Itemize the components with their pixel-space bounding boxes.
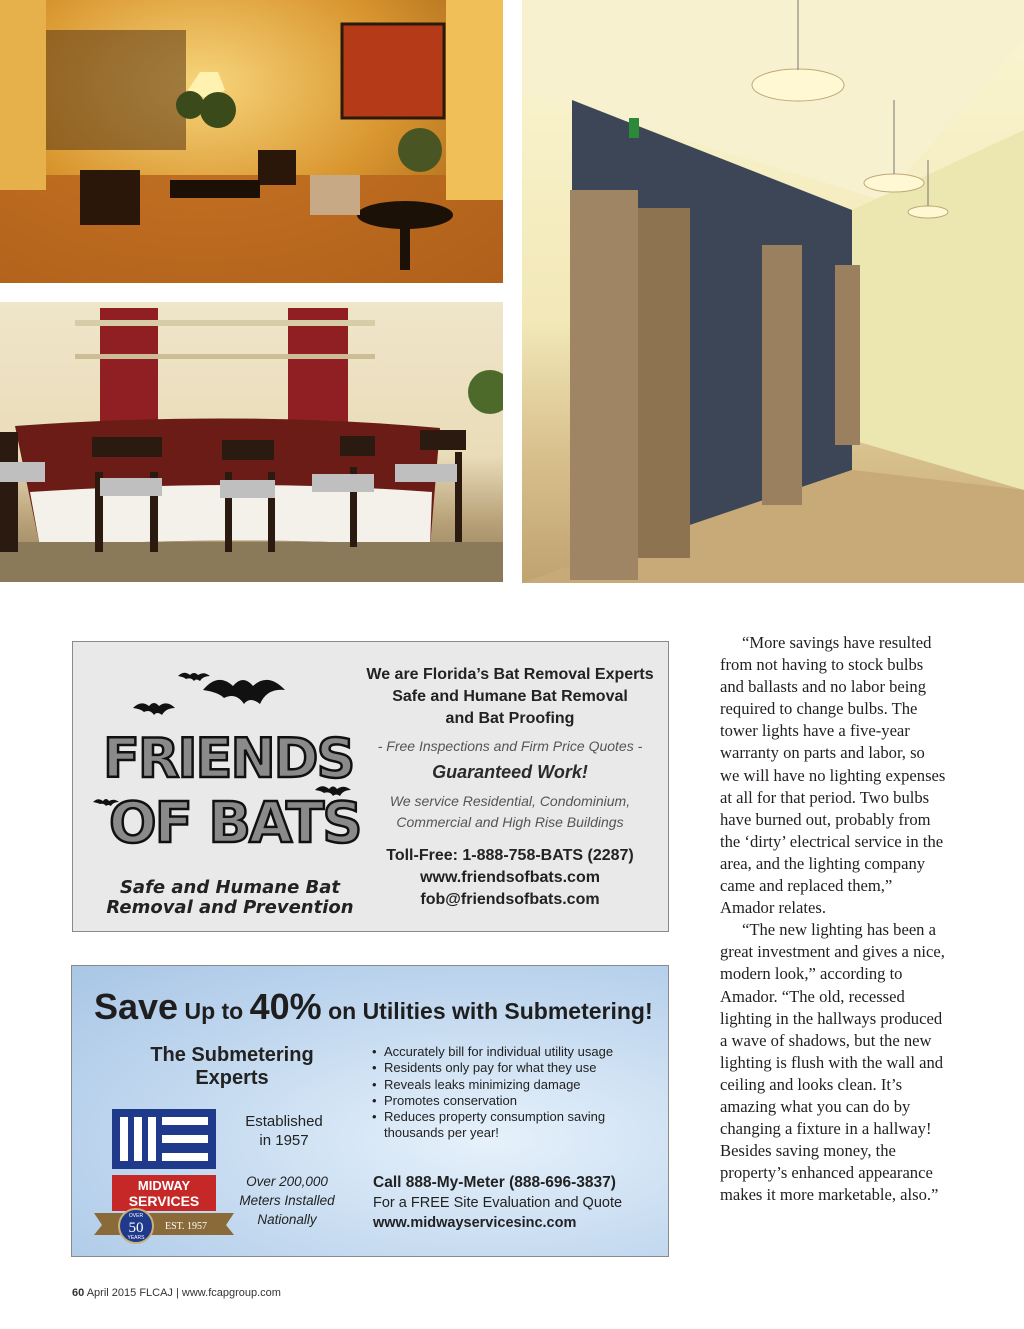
bats-headline-2: Safe and Humane Bat Removal <box>392 688 628 705</box>
logo-text-of-bats: OF BATS <box>109 791 361 852</box>
article-paragraph-2: “The new lighting has been a great investment and gives a nice, modern look,” according to Amador. “The old, recessed lighting in the hallways produced a wave of shadows, but the new lighting is flush with the wall and ceiling and looks clean. It’s amazing what you can do by changing a fixture in a hallway! Besides saving money, the property’s enhanced appearance makes it more marketable, also.” <box>720 920 945 1205</box>
bats-website-link[interactable]: www.friendsofbats.com <box>420 869 600 886</box>
friends-of-bats-logo <box>93 672 363 852</box>
midway-website-link[interactable]: www.midwayservicesinc.com <box>373 1215 577 1231</box>
logo-text-friends: FRIENDS <box>103 727 354 790</box>
midway-headline <box>94 986 653 1028</box>
article-paragraph-1: “More savings have resulted from not having to stock bulbs and ballasts and no labor being required to change bulbs. The tower lights have a five-year warranty on parts and labor, so we will have no lighting expenses at all for that period. Two bulbs have burned out, probably from the ‘dirty’ electrical service in the area, and the lighting company came and replaced them,” Amador relates. <box>720 633 946 918</box>
midway-established <box>234 1112 334 1150</box>
footer-separator: | <box>176 1287 179 1299</box>
midway-meters-installed <box>227 1172 347 1229</box>
bat-icon <box>203 680 285 704</box>
over-line-2: Meters Installed <box>239 1193 335 1208</box>
over-line-3: Nationally <box>257 1212 317 1227</box>
established-line-1: Established <box>245 1113 323 1130</box>
bats-phone[interactable]: Toll-Free: 1-888-758-BATS (2287) <box>386 847 634 864</box>
footer-magazine: FLCAJ <box>139 1287 173 1299</box>
badge-50: 50 <box>128 1220 144 1236</box>
benefit-item: • Promotes conservation <box>372 1093 662 1109</box>
bats-info <box>365 664 655 911</box>
bats-headline-1: We are Florida’s Bat Removal Experts <box>366 666 654 683</box>
midway-services-ad[interactable] <box>71 965 669 1257</box>
experts-line-2: Experts <box>195 1067 269 1089</box>
midway-contact <box>373 1173 663 1233</box>
bats-tagline-2: Removal and Prevention <box>106 897 354 918</box>
benefit-item: • Accurately bill for individual utility usage <box>372 1044 662 1060</box>
benefit-item: • Reveals leaks minimizing damage <box>372 1077 662 1093</box>
midway-free-eval: For a FREE Site Evaluation and Quote <box>373 1195 623 1211</box>
bats-service-2: Commercial and High Rise Buildings <box>396 814 624 830</box>
bats-email-link[interactable]: fob@friendsofbats.com <box>420 891 600 908</box>
badge-over: OVER <box>128 1213 144 1219</box>
bats-headline-3: and Bat Proofing <box>445 710 575 727</box>
lobby-photo <box>0 0 503 283</box>
bats-tagline-1: Safe and Humane Bat <box>119 877 341 898</box>
benefit-continuation: thousands per year! <box>384 1125 499 1141</box>
established-line-2: in 1957 <box>259 1132 309 1149</box>
bar-photo <box>0 302 503 582</box>
page-number: 60 <box>72 1287 85 1299</box>
bats-tagline <box>95 878 365 918</box>
bats-guarantee: Guaranteed Work! <box>432 762 588 782</box>
logo-name-2: SERVICES <box>128 1193 200 1209</box>
headline-upto: Up to <box>178 998 250 1024</box>
elevator-hallway-photo <box>522 0 1024 583</box>
benefit-item: • Reduces property consumption saving <box>372 1109 662 1125</box>
friends-of-bats-ad[interactable] <box>72 641 669 932</box>
headline-save: Save <box>94 986 179 1027</box>
footer-url[interactable]: www.fcapgroup.com <box>181 1287 281 1299</box>
headline-rest: on Utilities with Submetering! <box>321 998 653 1024</box>
benefit-item: • Residents only pay for what they use <box>372 1060 662 1076</box>
bats-service-1: We service Residential, Condominium, <box>389 793 631 809</box>
midway-benefits-list <box>372 1044 662 1142</box>
page-footer <box>72 1287 281 1299</box>
headline-percent: 40% <box>249 986 322 1027</box>
badge-years: YEARS <box>127 1235 145 1241</box>
experts-line-1: The Submetering <box>150 1044 314 1066</box>
article-column <box>720 632 948 1206</box>
bat-icon <box>178 673 210 681</box>
bat-icon <box>133 703 175 715</box>
badge-est: EST. 1957 <box>164 1221 208 1232</box>
midway-phone[interactable]: Call 888-My-Meter (888-696-3837) <box>373 1174 616 1191</box>
midway-services-logo <box>94 1109 234 1244</box>
bats-free-quotes: - Free Inspections and Firm Price Quotes - <box>377 738 643 754</box>
logo-name-1: MIDWAY <box>137 1178 191 1193</box>
midway-experts <box>132 1044 332 1090</box>
footer-issue: April 2015 <box>86 1287 137 1299</box>
over-line-1: Over 200,000 <box>246 1174 328 1189</box>
